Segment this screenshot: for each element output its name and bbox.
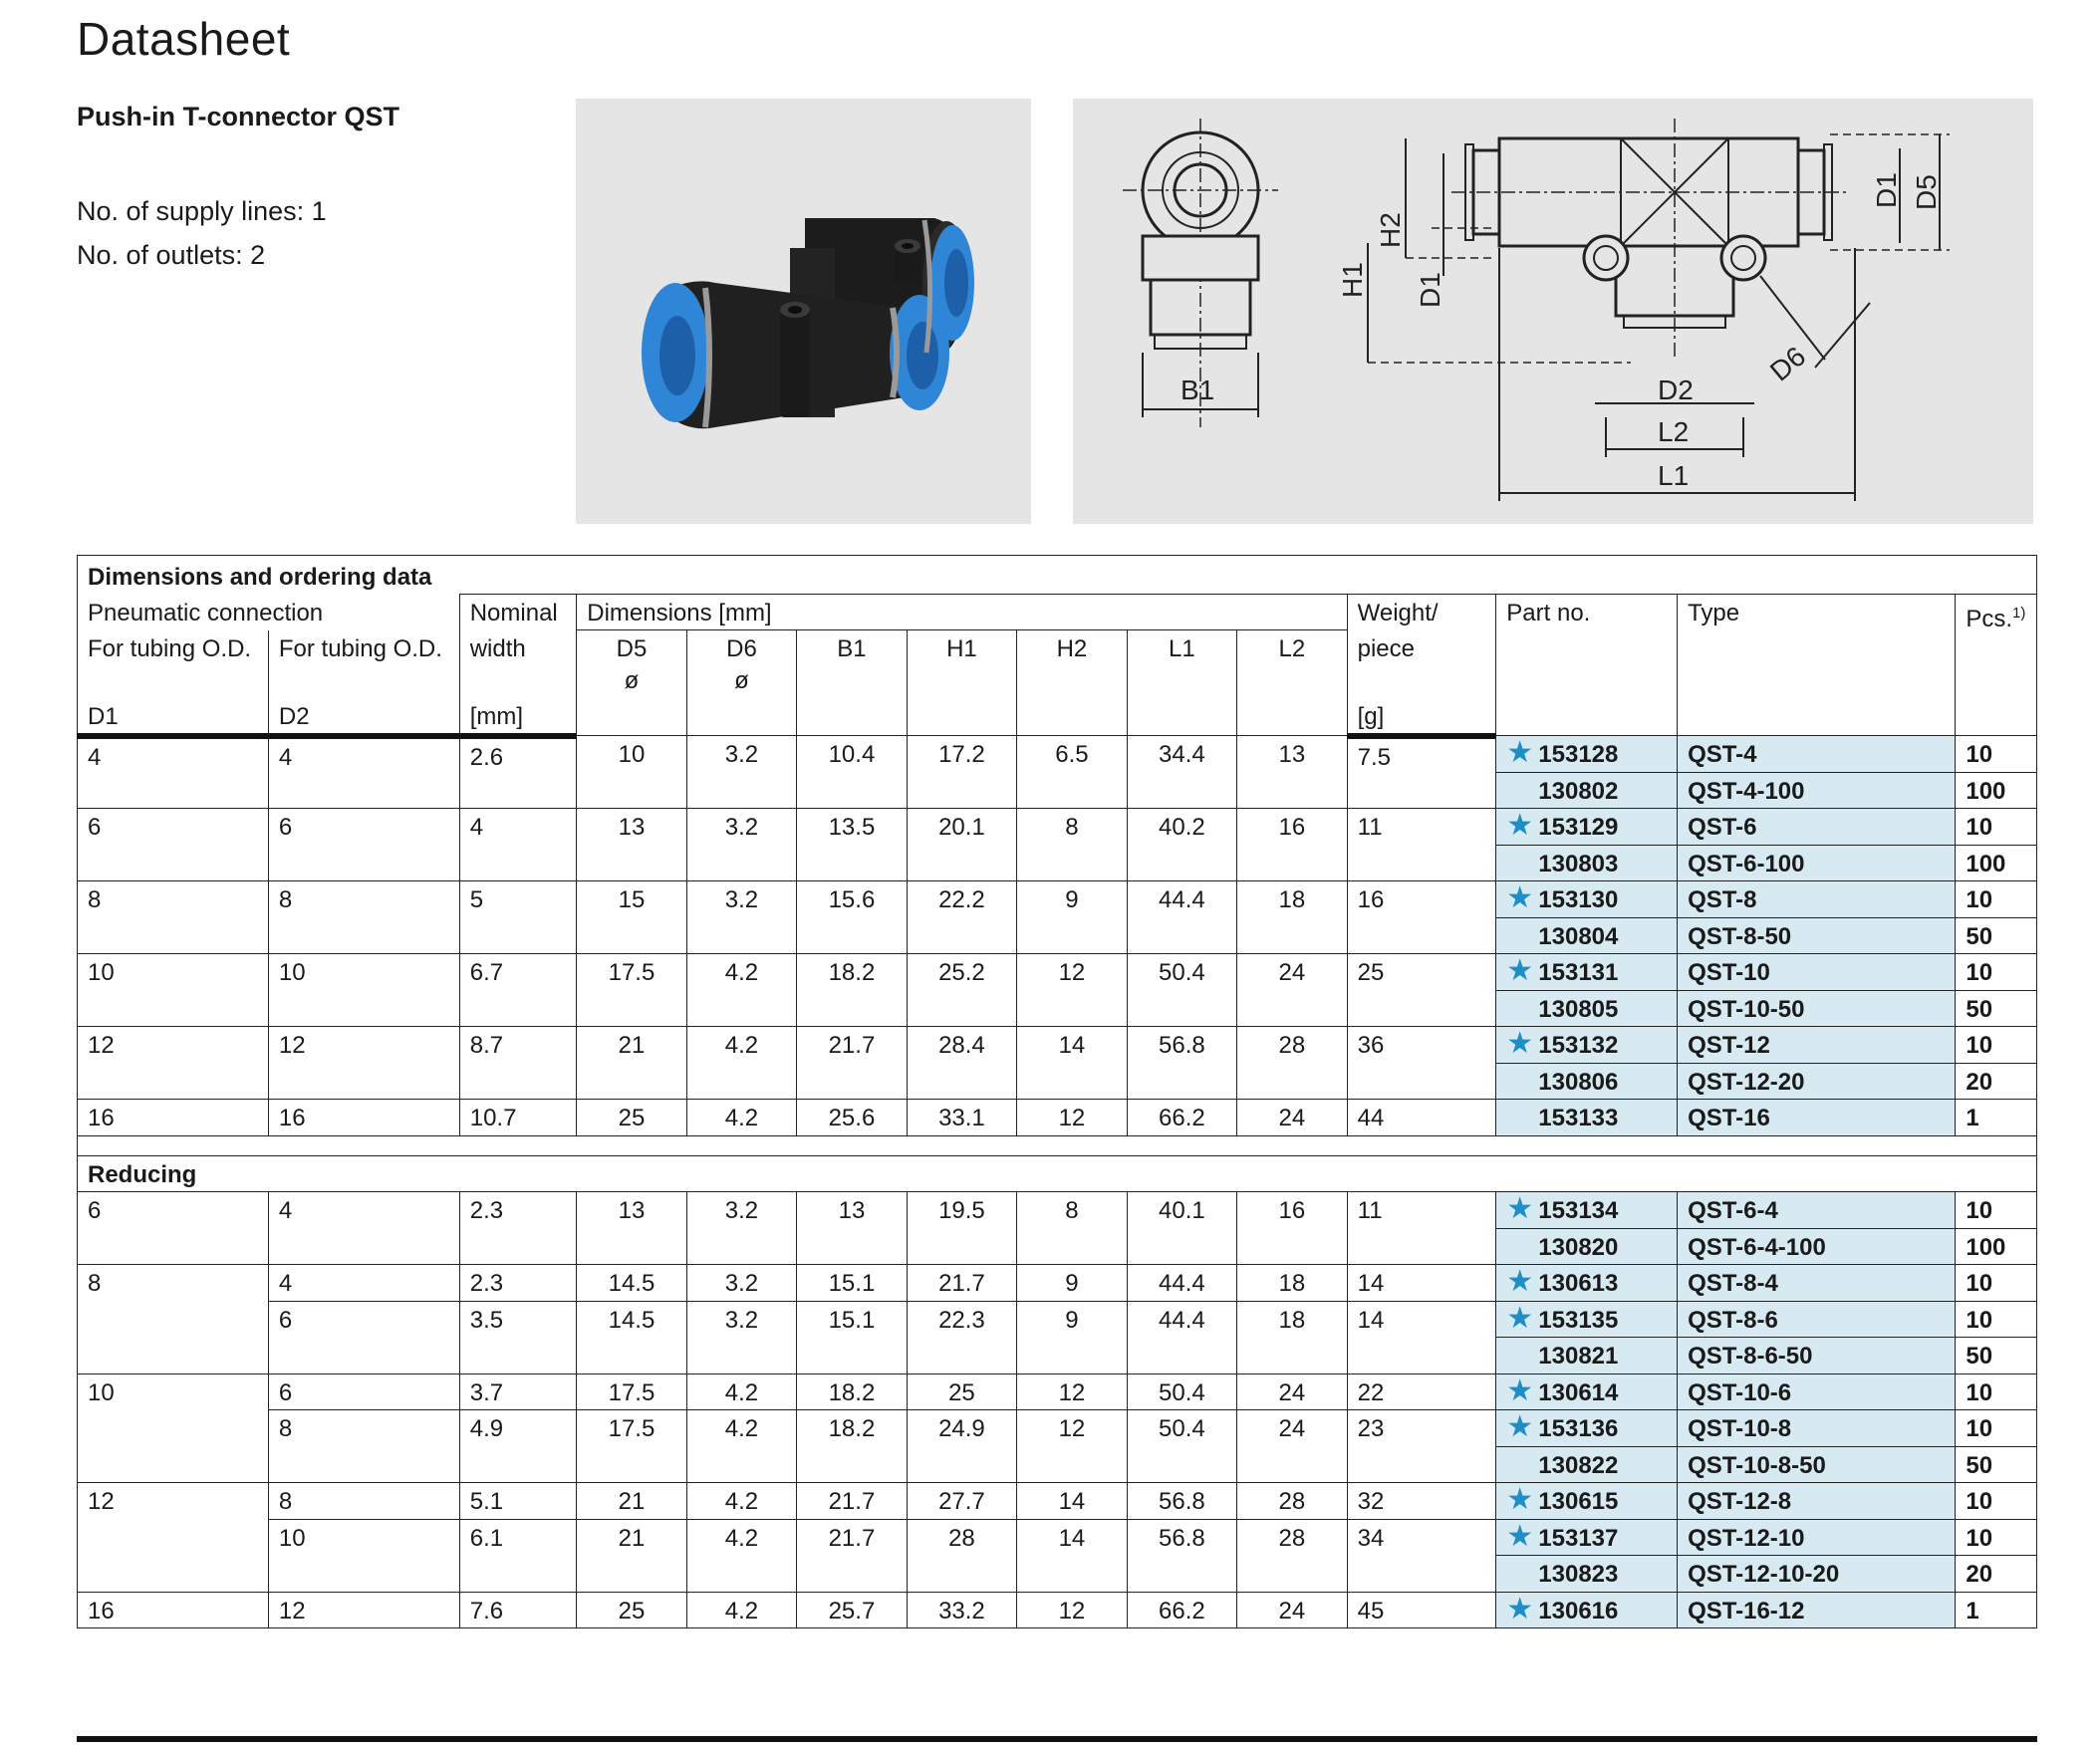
part-number: 130823 bbox=[1496, 1556, 1678, 1593]
reducing-title: Reducing bbox=[78, 1155, 2037, 1192]
star-icon: ★ bbox=[1506, 1265, 1534, 1298]
part-number: 130803 bbox=[1496, 845, 1678, 881]
label-b1: B1 bbox=[1181, 375, 1215, 405]
part-number: ★ 130613 bbox=[1496, 1265, 1678, 1302]
header-tubing-d1: For tubing O.D. bbox=[78, 630, 269, 665]
header-mm: [mm] bbox=[459, 665, 577, 736]
supply-lines: No. of supply lines: 1 bbox=[77, 196, 327, 226]
label-d6: D6 bbox=[1763, 340, 1812, 387]
part-number: ★ 153129 bbox=[1496, 809, 1678, 846]
dimensions-table bbox=[77, 555, 2037, 1628]
star-icon: ★ bbox=[1506, 1410, 1534, 1443]
header-h1: H1 bbox=[907, 630, 1016, 736]
part-number: 130805 bbox=[1496, 990, 1678, 1027]
table-row: 8 4.9 17.5 4.2 18.2 24.9 12 50.4 24 23 ★ 153136 QST-10-8 10 bbox=[78, 1410, 2037, 1447]
header-l2: L2 bbox=[1237, 630, 1347, 736]
table-row: 10 6 3.7 17.5 4.2 18.2 25 12 50.4 24 22 ★ 130614 QST-10-6 10 bbox=[78, 1374, 2037, 1410]
part-number: 130822 bbox=[1496, 1446, 1678, 1483]
part-number: ★ 153135 bbox=[1496, 1301, 1678, 1338]
table-section-title: Dimensions and ordering data bbox=[78, 556, 2037, 595]
table-row: 6 4 2.3 13 3.2 13 19.5 8 40.1 16 11 ★ 153134 QST-6-4 10 bbox=[78, 1192, 2037, 1229]
label-h2: H2 bbox=[1375, 212, 1406, 248]
star-icon: ★ bbox=[1506, 736, 1534, 769]
table-row: 130820 QST-6-4-100 100 bbox=[78, 1228, 2037, 1265]
header-l1: L1 bbox=[1127, 630, 1236, 736]
star-icon: ★ bbox=[1506, 1192, 1534, 1225]
part-number: ★ 153131 bbox=[1496, 954, 1678, 991]
header-d2: D2 bbox=[268, 665, 459, 736]
table-row: 130823 QST-12-10-20 20 bbox=[78, 1556, 2037, 1593]
header-h2: H2 bbox=[1017, 630, 1127, 736]
header-tubing-d2: For tubing O.D. bbox=[268, 630, 459, 665]
header-weight: Weight/ bbox=[1347, 595, 1496, 630]
label-l2: L2 bbox=[1658, 416, 1690, 447]
part-number: 130802 bbox=[1496, 772, 1678, 809]
header-dimensions: Dimensions [mm] bbox=[577, 595, 1347, 630]
t-connector-illustration bbox=[576, 99, 1031, 524]
table-row: 130805 QST-10-50 50 bbox=[78, 990, 2037, 1027]
table-row: 10 10 6.7 17.5 4.2 18.2 25.2 12 50.4 24 25 ★ 153131 QST-10 10 bbox=[78, 954, 2037, 991]
header-piece: piece bbox=[1347, 630, 1496, 665]
part-number: ★ 153132 bbox=[1496, 1027, 1678, 1064]
star-icon: ★ bbox=[1506, 1374, 1534, 1407]
header-width: width bbox=[459, 630, 577, 665]
table-row: 12 12 8.7 21 4.2 21.7 28.4 14 56.8 28 36 ★ 153132 QST-12 10 bbox=[78, 1027, 2037, 1064]
part-number: ★ 153136 bbox=[1496, 1410, 1678, 1447]
header-d5: D5 ø bbox=[577, 630, 686, 736]
label-d2: D2 bbox=[1658, 375, 1694, 405]
table-row: 130802 QST-4-100 100 bbox=[78, 772, 2037, 809]
product-name: Push-in T-connector QST bbox=[77, 102, 400, 131]
header-type: Type bbox=[1678, 595, 1956, 736]
star-icon: ★ bbox=[1506, 954, 1534, 987]
table-row: 130821 QST-8-6-50 50 bbox=[78, 1338, 2037, 1374]
table-row: 8 4 2.3 14.5 3.2 15.1 21.7 9 44.4 18 14 ★ 130613 QST-8-4 10 bbox=[78, 1265, 2037, 1302]
star-icon: ★ bbox=[1506, 809, 1534, 842]
table-row: 4 4 2.6 10 3.2 10.4 17.2 6.5 34.4 13 7.5 ★ 153128 QST-4 10 bbox=[78, 736, 2037, 773]
header-d1: D1 bbox=[78, 665, 269, 736]
table-row: 130806 QST-12-20 20 bbox=[78, 1063, 2037, 1100]
part-number: 130821 bbox=[1496, 1338, 1678, 1374]
table-row: 16 16 10.7 25 4.2 25.6 33.1 12 66.2 24 44 153133 QST-16 1 bbox=[78, 1100, 2037, 1136]
part-number: ★ 153137 bbox=[1496, 1519, 1678, 1556]
star-icon: ★ bbox=[1506, 881, 1534, 914]
part-number: ★ 153134 bbox=[1496, 1192, 1678, 1229]
label-d1-left: D1 bbox=[1415, 272, 1445, 308]
part-number: 130820 bbox=[1496, 1228, 1678, 1265]
dimension-drawing bbox=[1073, 99, 2033, 524]
star-icon: ★ bbox=[1506, 1301, 1534, 1335]
part-number: ★ 130616 bbox=[1496, 1592, 1678, 1628]
part-number: 153133 bbox=[1496, 1100, 1678, 1136]
header-g: [g] bbox=[1347, 665, 1496, 736]
label-l1: L1 bbox=[1658, 460, 1690, 491]
part-number: ★ 153128 bbox=[1496, 736, 1678, 773]
page-title: Datasheet bbox=[77, 13, 291, 65]
star-icon: ★ bbox=[1506, 1027, 1534, 1060]
technical-drawing bbox=[1073, 99, 2033, 524]
table-row: 12 8 5.1 21 4.2 21.7 27.7 14 56.8 28 32 ★ 130615 QST-12-8 10 bbox=[78, 1483, 2037, 1520]
star-icon: ★ bbox=[1506, 1592, 1534, 1625]
outlets: No. of outlets: 2 bbox=[77, 240, 266, 270]
bottom-rule bbox=[77, 1736, 2037, 1742]
part-number: ★ 153130 bbox=[1496, 881, 1678, 918]
part-number: 130806 bbox=[1496, 1063, 1678, 1100]
header-pcs: Pcs.$^{1)}$ bbox=[1956, 595, 2037, 736]
label-h1: H1 bbox=[1337, 262, 1368, 298]
product-photo bbox=[576, 99, 1031, 524]
table-row: 6 3.5 14.5 3.2 15.1 22.3 9 44.4 18 14 ★ 153135 QST-8-6 10 bbox=[78, 1301, 2037, 1338]
part-number: ★ 130614 bbox=[1496, 1374, 1678, 1410]
label-d1-right: D1 bbox=[1871, 172, 1902, 208]
table-row: 10 6.1 21 4.2 21.7 28 14 56.8 28 34 ★ 153137 QST-12-10 10 bbox=[78, 1519, 2037, 1556]
header-d6: D6 ø bbox=[686, 630, 796, 736]
label-d5: D5 bbox=[1911, 174, 1942, 210]
header-nominal: Nominal bbox=[459, 595, 577, 630]
table-row: 130803 QST-6-100 100 bbox=[78, 845, 2037, 881]
table-row: 130822 QST-10-8-50 50 bbox=[78, 1446, 2037, 1483]
table-row: 8 8 5 15 3.2 15.6 22.2 9 44.4 18 16 ★ 153130 QST-8 10 bbox=[78, 881, 2037, 918]
table-row: 6 6 4 13 3.2 13.5 20.1 8 40.2 16 11 ★ 153129 QST-6 10 bbox=[78, 809, 2037, 846]
header-pneumatic: Pneumatic connection bbox=[78, 595, 460, 630]
product-specs bbox=[77, 189, 327, 277]
star-icon: ★ bbox=[1506, 1483, 1534, 1516]
table-row: 130804 QST-8-50 50 bbox=[78, 917, 2037, 954]
part-number: 130804 bbox=[1496, 917, 1678, 954]
star-icon: ★ bbox=[1506, 1519, 1534, 1553]
table-row: 16 12 7.6 25 4.2 25.7 33.2 12 66.2 24 45 ★ 130616 QST-16-12 1 bbox=[78, 1592, 2037, 1628]
header-b1: B1 bbox=[797, 630, 907, 736]
header-part-no: Part no. bbox=[1496, 595, 1678, 736]
part-number: ★ 130615 bbox=[1496, 1483, 1678, 1520]
